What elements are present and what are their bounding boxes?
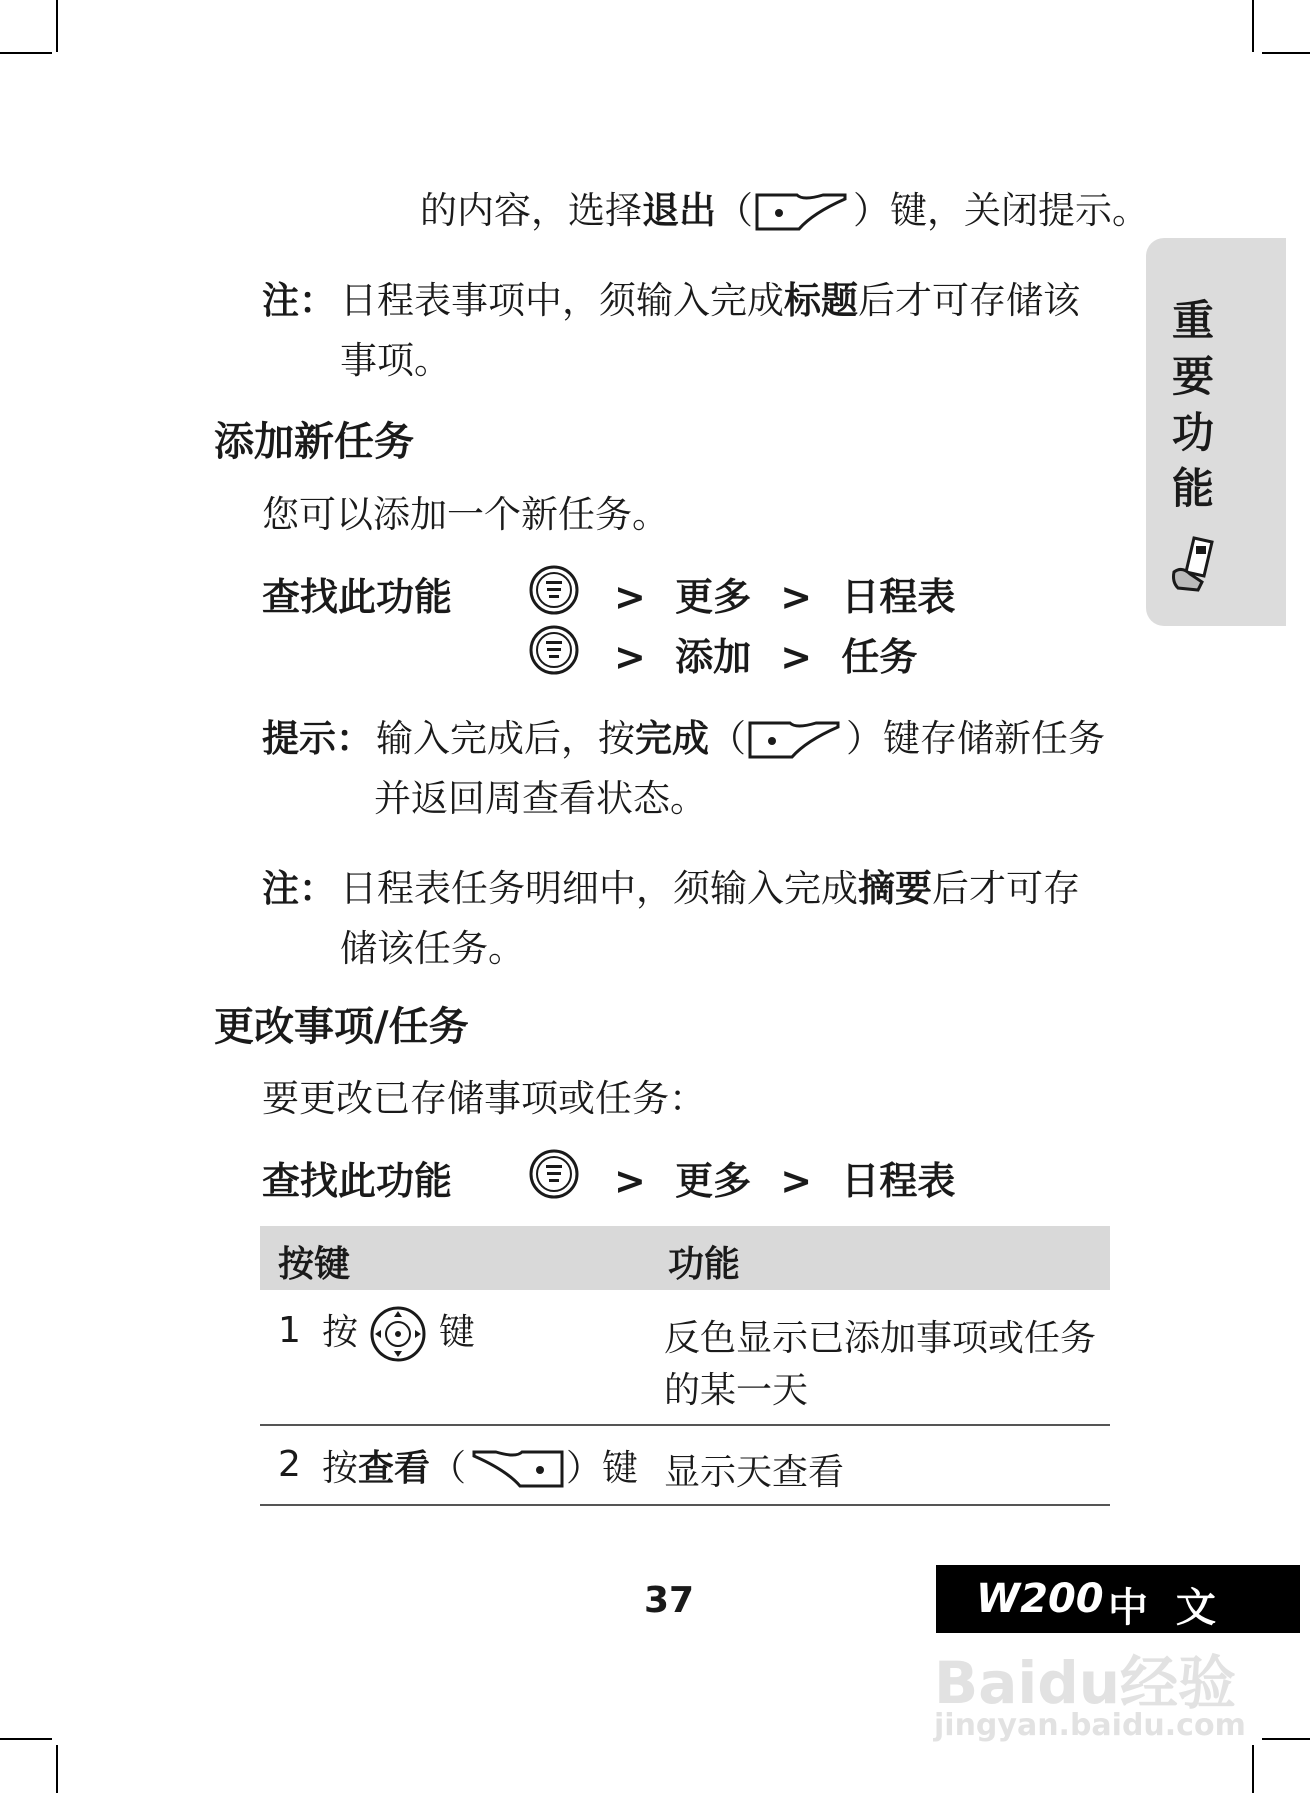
side-tab-char: 能 [1172, 464, 1215, 513]
menu-path: > 添加 > 任务 [614, 635, 918, 679]
summary-label: 摘要 [858, 867, 932, 910]
left-softkey-icon [466, 1448, 566, 1492]
paren-open: （ [430, 1448, 467, 1489]
note-label: 注： [262, 867, 336, 910]
note-text-part: 日程表任务明细中，须输入完成 [340, 867, 858, 910]
table-row-2-function: 显示天查看 [664, 1452, 845, 1493]
menu-key-icon [528, 624, 580, 676]
press-text: 按 [322, 1448, 359, 1489]
section-intro: 您可以添加一个新任务。 [262, 493, 669, 536]
table-row-2-key [322, 1440, 638, 1492]
continuation-line [420, 180, 1149, 235]
crop-mark [1252, 0, 1254, 52]
title-label: 标题 [784, 279, 858, 322]
crop-mark [1262, 52, 1310, 54]
menu-key-icon [528, 1148, 580, 1200]
table-divider [260, 1424, 1110, 1426]
note-label: 注： [262, 279, 336, 322]
note-text-line2: 储该任务。 [340, 927, 525, 970]
continuation-text: 的内容，选择 [420, 189, 642, 232]
watermark-brand: Baidu经验 [934, 1649, 1237, 1717]
phone-hand-icon [1164, 532, 1228, 596]
view-label: 查看 [358, 1448, 431, 1489]
note-text [340, 858, 1080, 912]
note-text-part: 后才可存 [932, 867, 1080, 910]
crop-mark [0, 1738, 52, 1740]
right-softkey-icon [753, 191, 853, 235]
crop-mark [56, 1745, 58, 1793]
page-number: 37 [644, 1580, 695, 1621]
note-text-line2: 事项。 [340, 339, 451, 382]
crop-mark [0, 52, 52, 54]
note-text-part: 日程表事项中，须输入完成 [340, 279, 784, 322]
key-text: ）键 [566, 1448, 639, 1489]
table-row-1-function: 反色显示已添加事项或任务 [664, 1318, 1097, 1359]
paren-open: （ [709, 717, 746, 760]
crop-mark [1262, 1738, 1310, 1740]
tip-text-part: ）键存储新任务 [846, 717, 1105, 760]
exit-label: 退出 [642, 189, 716, 232]
section-intro: 要更改已存储事项或任务： [262, 1077, 706, 1120]
note-text [340, 270, 1080, 324]
find-feature-label: 查找此功能 [262, 575, 453, 619]
table-row-1-function-line2: 的某一天 [664, 1370, 809, 1411]
nav-key-icon [369, 1305, 427, 1363]
tip-label: 提示： [262, 717, 373, 760]
side-tab-char: 功 [1172, 408, 1215, 457]
watermark-url: jingyan.baidu.com [934, 1708, 1246, 1743]
continuation-tail: ）键，关闭提示。 [853, 189, 1149, 232]
section-heading: 更改事项/任务 [214, 1003, 469, 1050]
crop-mark [56, 0, 58, 52]
key-text: 键 [438, 1312, 475, 1353]
right-softkey-icon [746, 719, 846, 763]
press-text: 按 [322, 1312, 359, 1353]
table-row-2-num: 2 [278, 1444, 301, 1485]
table-bottom-rule [260, 1504, 1110, 1506]
menu-key-icon [528, 564, 580, 616]
done-label: 完成 [635, 717, 709, 760]
note-text-part: 后才可存储该 [858, 279, 1080, 322]
section-heading: 添加新任务 [214, 418, 414, 465]
table-row-1-key [322, 1304, 475, 1363]
paren-open: （ [716, 189, 753, 232]
menu-path: > 更多 > 日程表 [614, 575, 956, 619]
crop-mark [1252, 1745, 1254, 1793]
find-feature-label: 查找此功能 [262, 1159, 453, 1203]
tip-text-line2: 并返回周查看状态。 [374, 777, 707, 820]
table-header-key: 按键 [278, 1244, 351, 1285]
footer-model: W200 [976, 1576, 1104, 1622]
table-header-function: 功能 [668, 1244, 741, 1285]
footer-language: 中 文 [1108, 1585, 1216, 1631]
side-tab-char: 要 [1172, 352, 1215, 401]
menu-path: > 更多 > 日程表 [614, 1159, 956, 1203]
tip-text-part: 输入完成后，按 [376, 717, 635, 760]
side-tab-char: 重 [1172, 296, 1215, 345]
tip-text [376, 708, 1105, 763]
table-row-1-num: 1 [278, 1310, 301, 1351]
